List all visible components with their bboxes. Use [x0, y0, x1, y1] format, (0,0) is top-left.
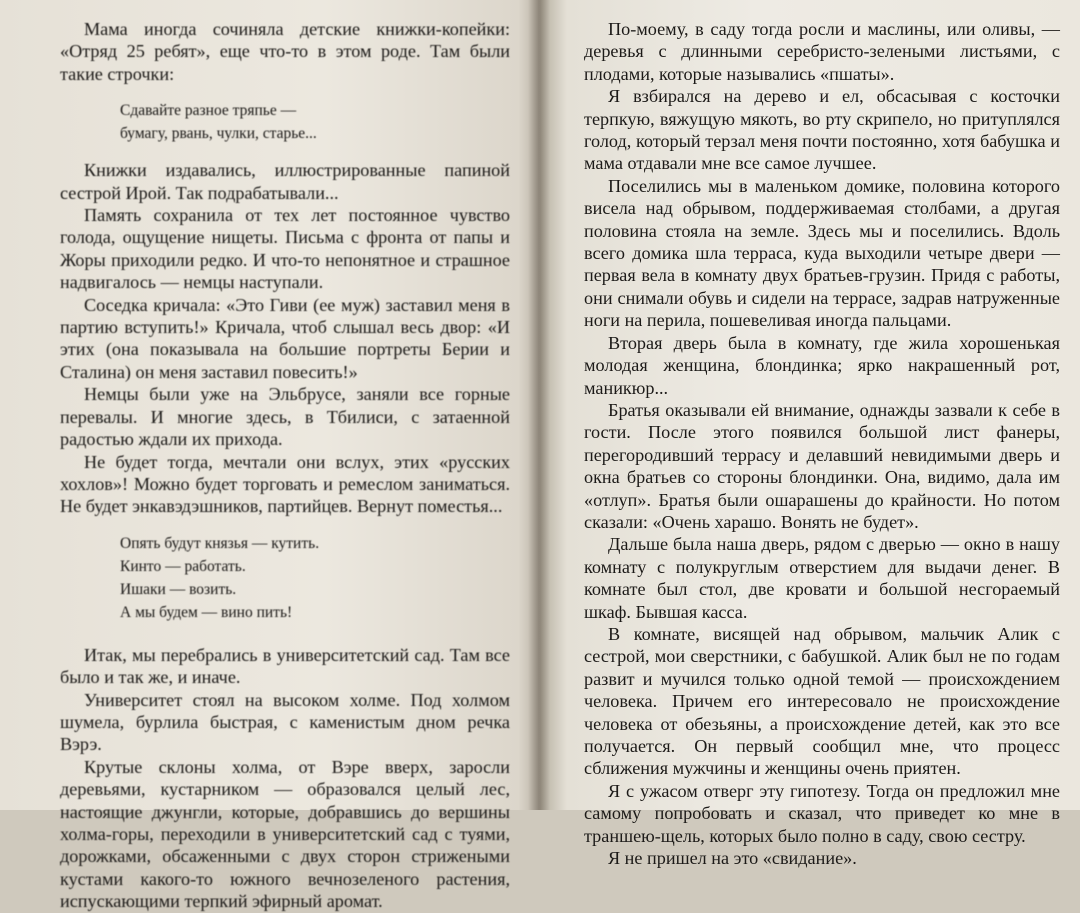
verse-line: Ишаки — возить.: [120, 580, 237, 598]
right-paragraph-6: Дальше была наша дверь, рядом с дверью — окно в нашу комнату с полукруглым отверстием для выдачи денег. В комнате был стол, две кровати и большой несгораемый шкаф. Бывшая касса.: [584, 534, 1060, 622]
verse-line: бумагу, рвань, чулки, старье...: [120, 125, 317, 143]
book-gutter: [528, 0, 550, 810]
verse-line: Кинто — работать.: [120, 557, 246, 575]
verse-line: Опять будут князья — кутить.: [120, 534, 320, 552]
right-paragraph-4: Вторая дверь была в комнату, где жила хорошенькая молодая женщина, блондинка; ярко накрашенный рот, маникюр...: [584, 332, 1060, 398]
left-paragraph-5: Немцы были уже на Эльбрусе, заняли все горные перевалы. И многие здесь, в Тбилиси, с затаенной радостью ждали их прихода.: [60, 384, 510, 450]
left-paragraph-6: Не будет тогда, мечтали они вслух, этих «русских хохлов»! Можно будет торговать и ремеслом заниматься. Не будет энкавэдэшников, партийцев. Вернут поместья...: [60, 451, 510, 517]
left-paragraph-9: Крутые склоны холма, от Вэре вверх, заросли деревьями, кустарником — образовался целый лес, настоящие джунгли, которые, добравшись до вершины холма-горы, переходили в университетский сад с туями, дорожками, обсаженными с двух сторон стрижеными кустами какого-то южного вечнозеленого растения, испускающими терпкий эфирный аромат.: [60, 756, 510, 912]
right-paragraph-7: В комнате, висящей над обрывом, мальчик Алик с сестрой, мои сверстники, с бабушкой. Алик был не по годам развит и мучился только одной темой — происхождением человека. Причем его интересовало не происхождение человека от обезьяны, а происхождение детей, как это все получается. Он первый сообщил мне, что процесс сближения мужчины и женщины очень приятен.: [584, 623, 1060, 779]
left-verse-2: [120, 532, 510, 624]
left-paragraph-7: Итак, мы перебрались в университетский сад. Там все было и так же, и иначе.: [60, 644, 510, 688]
right-page: [540, 0, 1080, 869]
left-verse-1: [120, 99, 510, 145]
left-paragraph-2: Книжки издавались, иллюстрированные папиной сестрой Ирой. Так подрабатывали...: [60, 160, 510, 203]
left-paragraph-3: Память сохранила от тех лет постоянное чувство голода, ощущение нищеты. Письма с фронта от папы и Жоры приходили редко. И что-то непонятное и страшное надвигалось — немцы наступали.: [60, 205, 510, 293]
right-paragraph-1: По-моему, в саду тогда росли и маслины, или оливы, — деревья с длинными серебристо-зелеными листьями, с плодами, которые назывались «пшаты».: [584, 19, 1060, 84]
right-paragraph-9: Я не пришел на это «свидание».: [608, 848, 857, 869]
right-paragraph-3: Поселились мы в маленьком домике, половина которого висела над обрывом, поддерживаемая столбами, а другая половина стояла на земле. Здесь мы и поселились. Вдоль всего домика шла терраса, куда выходили четыре двери — первая вела в комнату двух братьев-грузин. Придя с работы, они снимали обувь и сидели на террасе, задрав натруженные ноги на перила, пошевеливая иногда пальцами.: [584, 175, 1060, 331]
left-paragraph-8: Университет стоял на высоком холме. Под холмом шумела, бурлила быстрая, с каменистым дном речка Вэрэ.: [60, 689, 510, 755]
right-paragraph-2: Я взбирался на дерево и ел, обсасывая с косточки терпкую, вяжущую мякоть, во рту скрипело, но притуплялся голод, который терзал меня почти постоянно, хотя бабушка и мама отдавали мне все самое лучшее.: [584, 86, 1060, 174]
left-paragraph-4: Соседка кричала: «Это Гиви (ее муж) заставил меня в партию вступить!» Кричала, чтоб слышал весь двор: «И этих (она показывала на большие портреты Берии и Сталина) он меня заставил повесить!»: [60, 294, 510, 382]
right-paragraph-5: Братья оказывали ей внимание, однажды зазвали к себе в гости. После этого появился большой лист фанеры, перегородивший террасу и делавший невидимыми дверь и окна братьев со стороны блондинки. Она, видимо, дала им «отлуп». Братья были ошарашены до крайности. Но потом сказали: «Очень харашо. Вонять не будет».: [584, 399, 1060, 532]
left-paragraph-1: Мама иногда сочиняла детские книжки-копейки: «Отряд 25 ребят», еще что-то в этом роде. Там были такие строчки:: [60, 19, 510, 84]
left-page: [0, 0, 540, 912]
right-paragraph-8: Я с ужасом отверг эту гипотезу. Тогда он предложил мне самому попробовать и сказал, что приведет ко мне в траншею-щель, которых было полно в саду, свою сестру.: [584, 780, 1060, 846]
verse-line: А мы будем — вино пить!: [120, 603, 293, 621]
verse-line: Сдавайте разное тряпье —: [120, 102, 297, 120]
